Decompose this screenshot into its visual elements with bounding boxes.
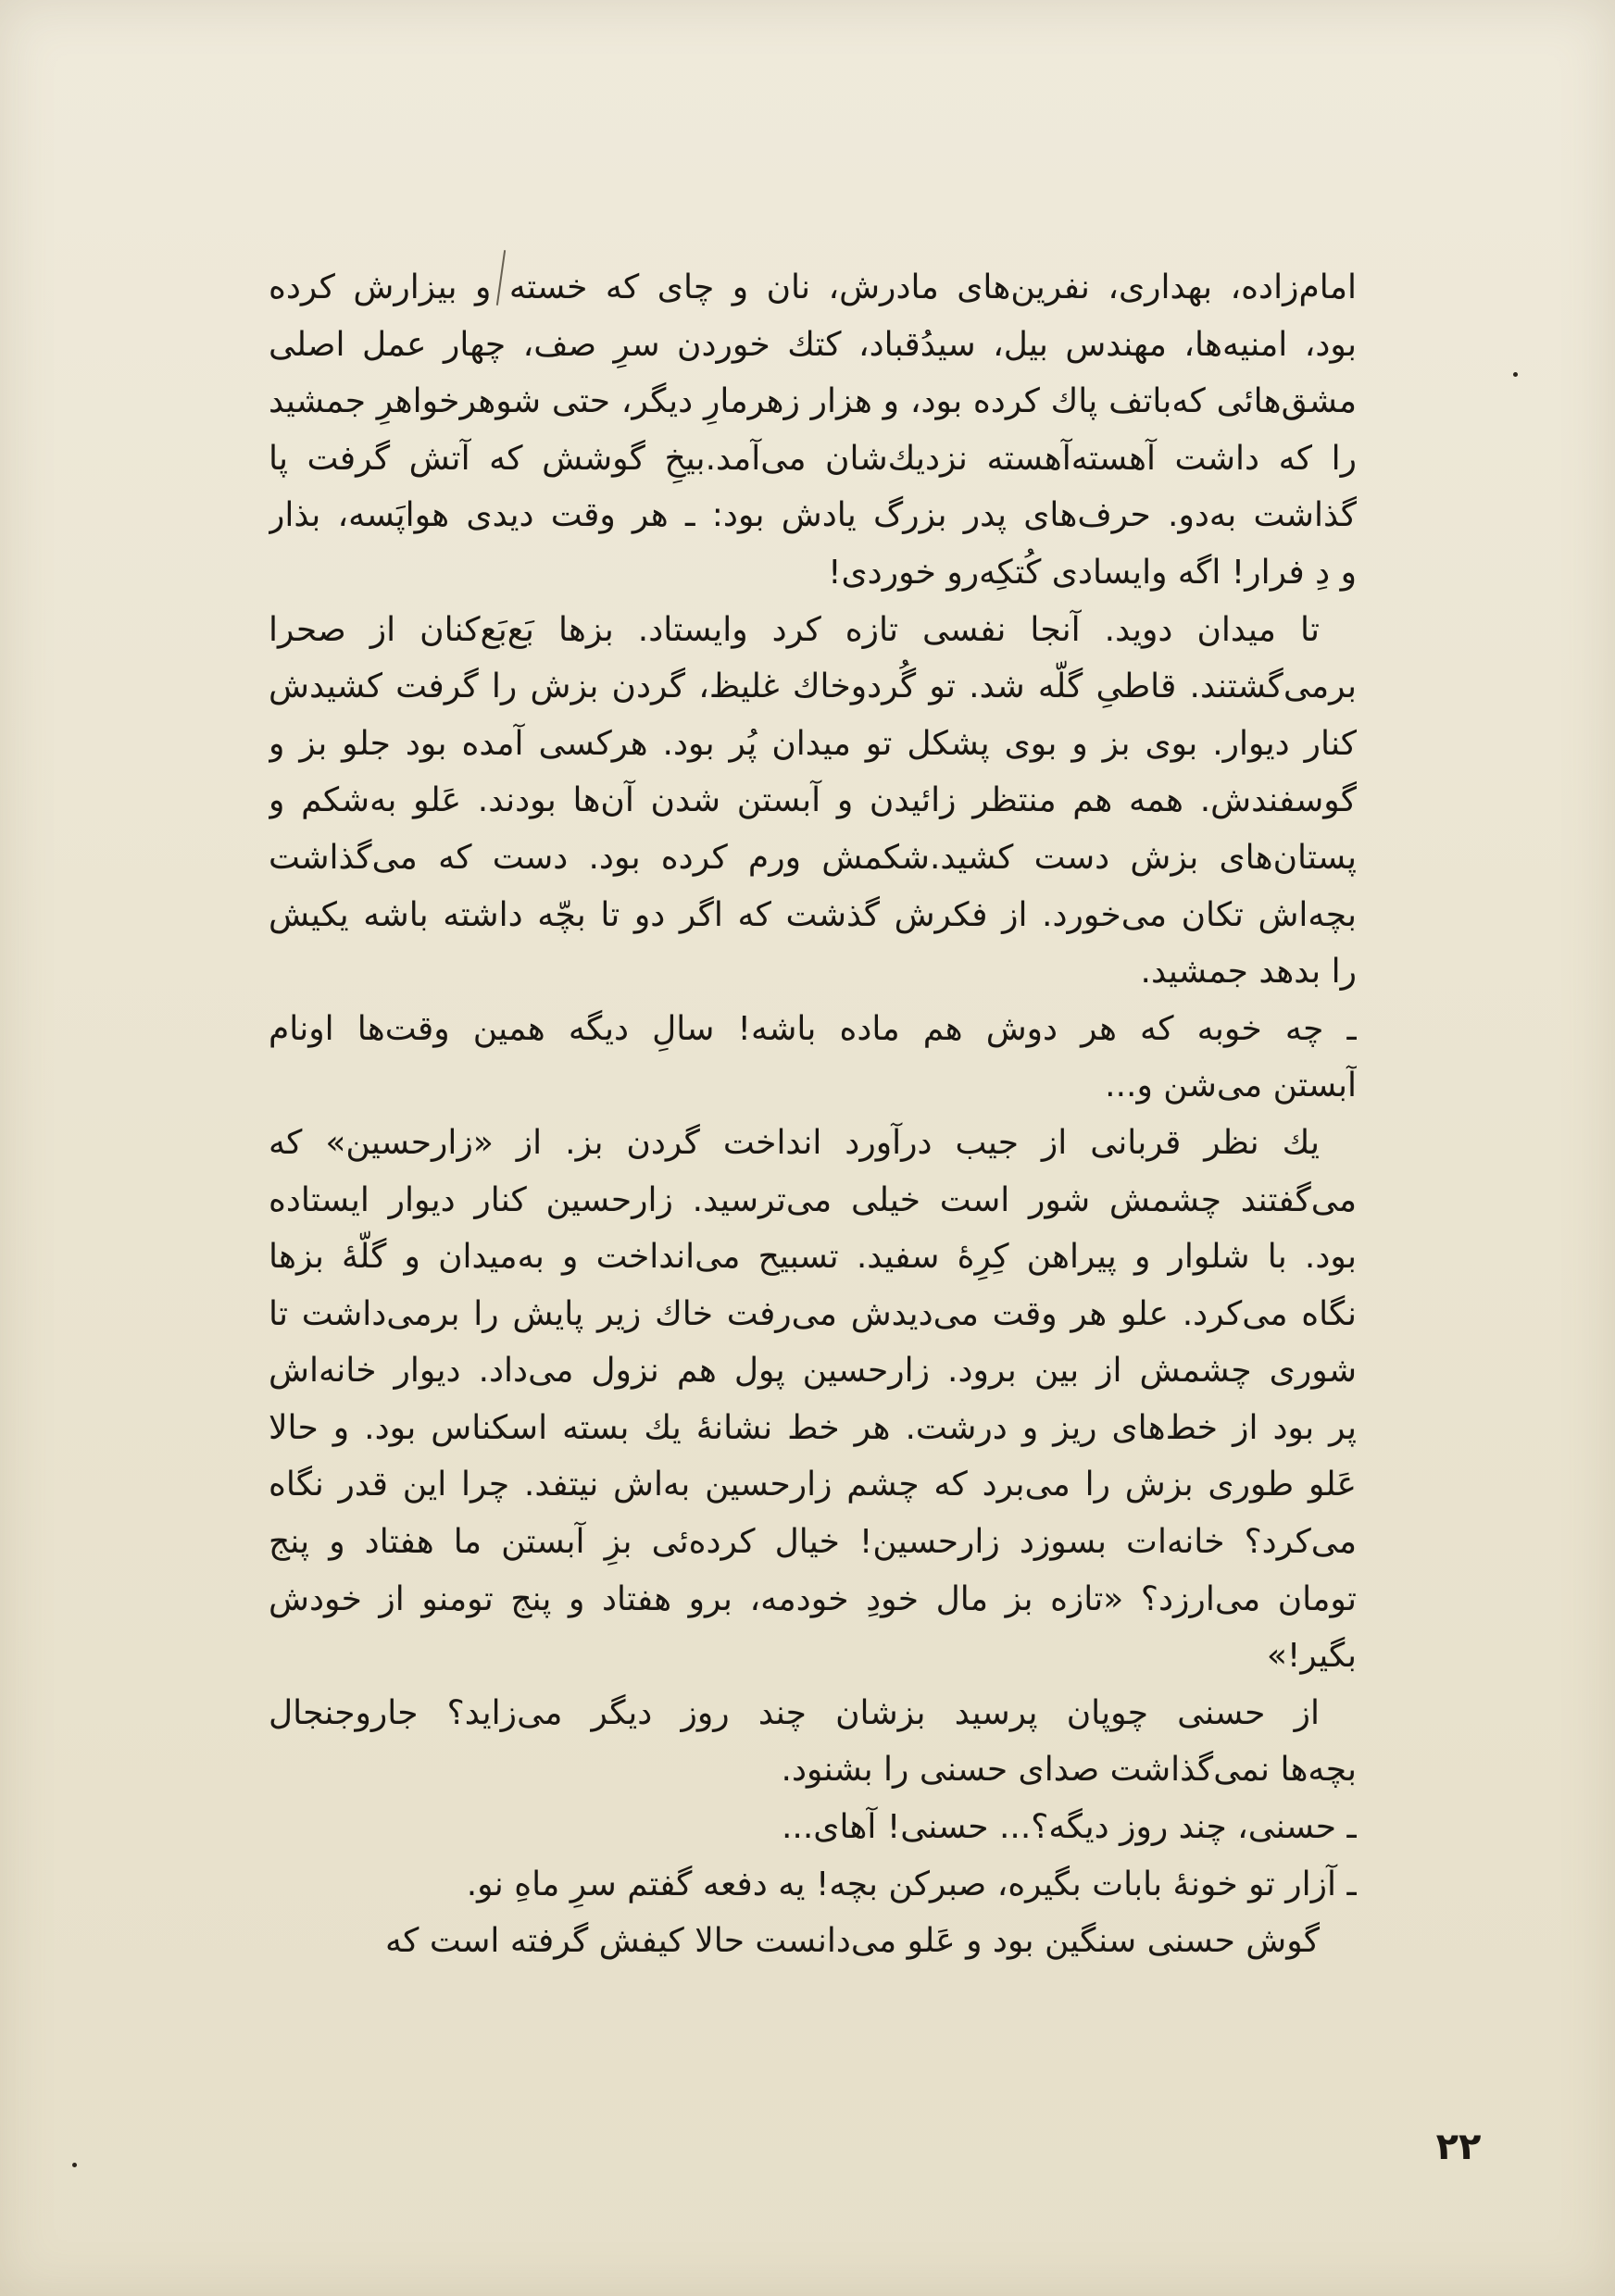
text-line: بود، امنیه‌ها، مهندس بیل، سیدُقباد، کتك خوردن سرِ صف، چهار عمل اصلی xyxy=(269,325,1357,364)
text-line: می‌گفتند چشمش شور است خیلی می‌ترسید. زارحسین کنار دیوار ایستاده xyxy=(269,1180,1357,1219)
text-line: تا میدان دوید. آنجا نفسی تازه کرد وایستاد. بزها بَع‌بَع‌کنان از صحرا xyxy=(269,610,1320,649)
text-line: ـ حسنی، چند روز دیگه؟... حسنی! آهای... xyxy=(781,1808,1357,1847)
text-line: می‌کرد؟ خانه‌ات بسوزد زارحسین! خیال کرده‌ئی بزِ آبستن ما هفتاد و پنج xyxy=(269,1523,1357,1562)
text-line: عَلو طوری بزش را می‌برد که چشم زارحسین به‌اش نیتفد. چرا این قدر نگاه xyxy=(269,1466,1357,1504)
text-line: بچه‌ها نمی‌گذاشت صدای حسنی را بشنود. xyxy=(781,1751,1357,1790)
paragraph xyxy=(269,602,1357,1001)
paragraph xyxy=(269,1685,1357,1799)
text-line: پر بود از خط‌های ریز و درشت. هر خط نشانهٔ یك بسته اسکناس بود. و حالا xyxy=(269,1408,1357,1447)
paragraph xyxy=(269,1799,1357,1856)
paragraph xyxy=(269,1913,1357,1970)
text-line: برمی‌گشتند. قاطیِ گلّه شد. تو گُردوخاك غلیظ، گردن بزش را گرفت کشیدش xyxy=(269,668,1357,706)
text-line: از حسنی چوپان پرسید بزشان چند روز دیگر می‌زاید؟ جاروجنجال xyxy=(269,1693,1320,1732)
text-line: آبستن می‌شن و... xyxy=(1105,1067,1357,1105)
paragraph xyxy=(269,1856,1357,1914)
text-line: بگیر!» xyxy=(1266,1637,1357,1676)
text-line: بود. با شلوار و پیراهن کِرِهٔ سفید. تسبیح می‌انداخت و به‌میدان و گلّهٔ بزها xyxy=(269,1238,1357,1277)
paragraph xyxy=(269,1115,1357,1685)
text-line: و دِ فرار! اگه وایسادی کُتکِه‌رو خوردی! xyxy=(828,553,1357,592)
ink-speck xyxy=(72,2163,77,2167)
text-line: مشق‌هائی که‌باتف پاك کرده بود، و هزار زهرمارِ دیگر، حتی شوهرخواهرِ جمشید xyxy=(269,382,1357,421)
text-line: امام‌زاده، بهداری، نفرین‌های مادرش، نان و چای که خسته و بیزارش کرده xyxy=(269,268,1357,306)
text-line: را بدهد جمشید. xyxy=(1140,953,1357,992)
text-line: نگاه می‌کرد. علو هر وقت می‌دیدش می‌رفت خاك زیر پایش را برمی‌داشت تا xyxy=(269,1294,1357,1333)
text-line: گذاشت به‌دو. حرف‌های پدر بزرگ یادش بود: ـ هر وقت دیدی هواپَسه، بذار xyxy=(269,496,1357,535)
text-line: تومان می‌ارزد؟ «تازه بز مال خودِ خودمه، برو هفتاد و پنج تومنو از خودش xyxy=(269,1579,1357,1618)
paragraph xyxy=(269,259,1357,602)
text-line: گوسفندش. همه هم منتظر زائیدن و آبستن شدن آن‌ها بودند. عَلو به‌شکم و xyxy=(269,781,1357,820)
text-line: گوش حسنی سنگین بود و عَلو می‌دانست حالا کیفش گرفته است که xyxy=(384,1922,1320,1961)
text-line: بچه‌اش تکان می‌خورد. از فکرش گذشت که اگر دو تا بچّه داشته باشه یکیش xyxy=(269,895,1357,934)
text-line: کنار دیوار. بوی بز و بوی پشکل تو میدان پُر بود. هرکسی آمده بود جلو بز و xyxy=(269,724,1357,763)
text-line: را که داشت آهسته‌آهسته نزدیك‌شان می‌آمد.بیخِ گوشش که آتش گرفت پا xyxy=(269,439,1357,478)
text-line: ـ چه خوبه که هر دوش هم ماده باشه! سالِ دیگه همین وقت‌ها اونام xyxy=(269,1009,1357,1048)
text-line: شوری چشمش از بین برود. زارحسین پول هم نزول می‌داد. دیوار خانه‌اش xyxy=(269,1352,1357,1391)
paragraph xyxy=(269,1001,1357,1115)
text-line: یك نظر قربانی از جیب درآورد انداخت گردن بز. از «زارحسین» که xyxy=(269,1123,1320,1162)
text-line: پستان‌های بزش دست کشید.شکمش ورم کرده بود. دست که می‌گذاشت xyxy=(269,838,1357,877)
page-number: ۲۲ xyxy=(1435,2126,1482,2168)
ink-speck xyxy=(1513,372,1518,377)
body-text xyxy=(269,259,1357,1970)
text-line: ـ آزار تو خونهٔ بابات بگیره، صبرکن بچه! یه دفعه گفتم سرِ ماهِ نو. xyxy=(466,1865,1357,1903)
